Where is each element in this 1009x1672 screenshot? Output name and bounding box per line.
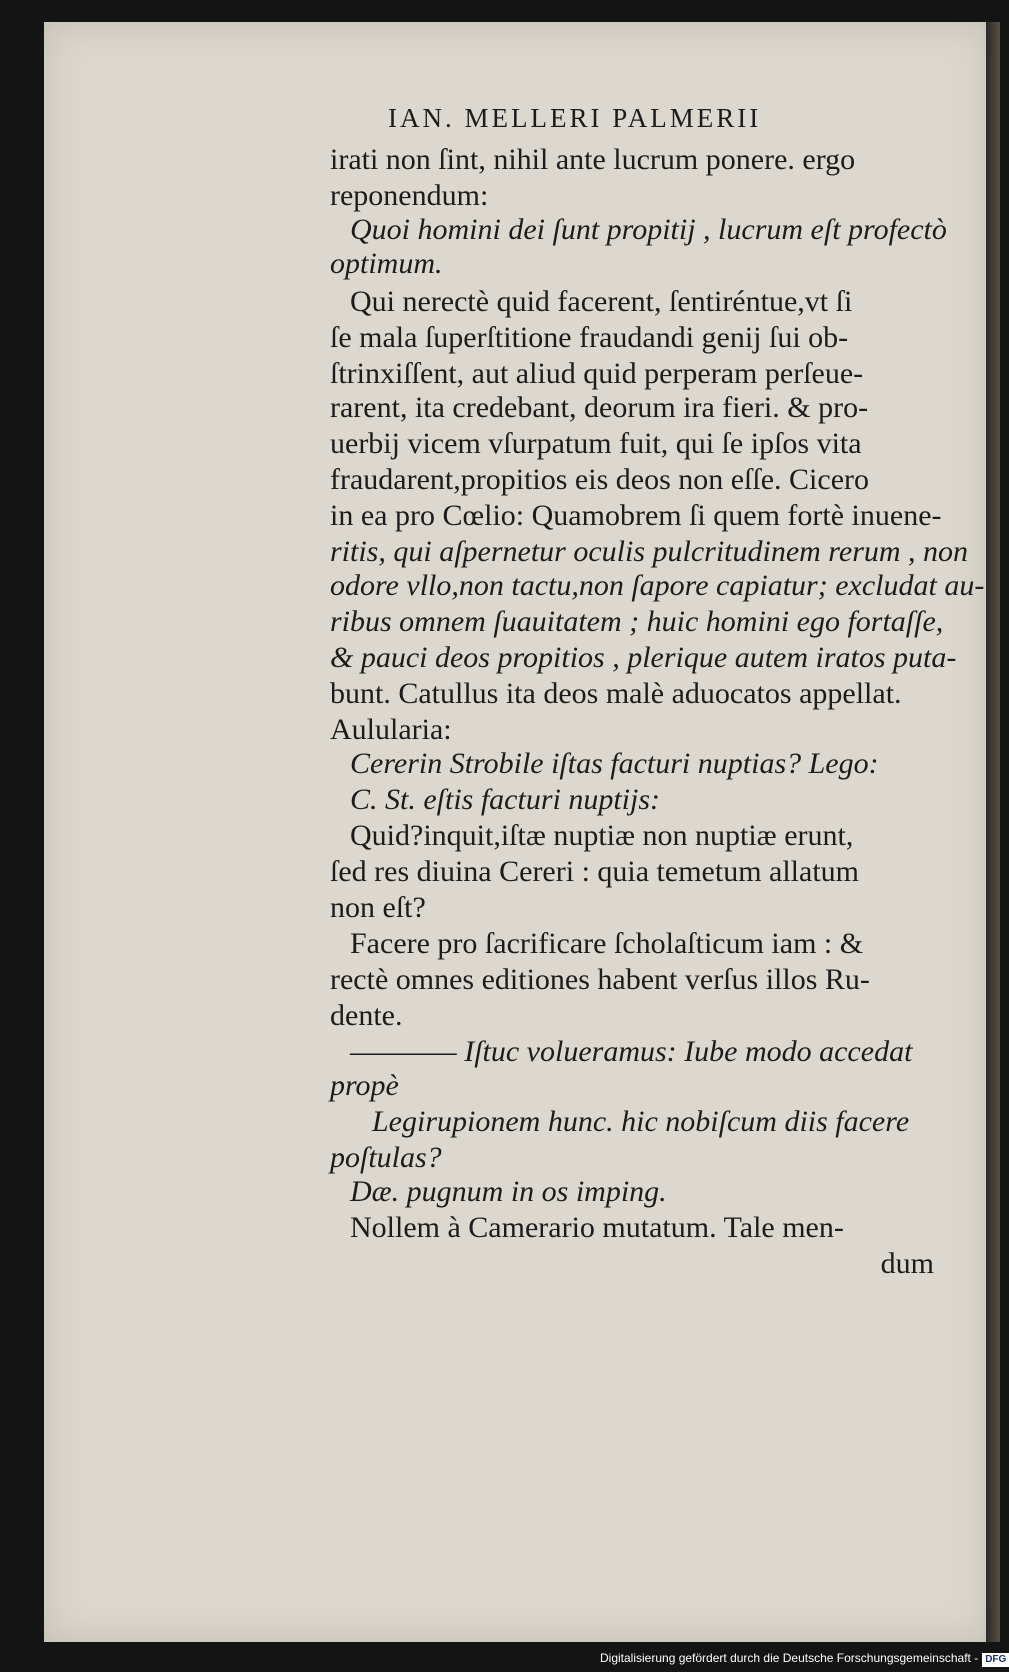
funding-text: Digitalisierung gefördert durch die Deutsche Forschungsgemeinschaft - — [600, 1651, 979, 1665]
text-line: irati non ſint, nihil ante lucrum ponere. ergo — [330, 143, 856, 176]
text-line: rectè omnes editiones habent verſus illos Ru- — [330, 963, 870, 996]
quote-line: ribus omnem ſuauitatem ; huic homini ego fortaſſe, — [330, 605, 944, 638]
text-line: dente. — [330, 999, 403, 1032]
quote-line: poſtulas? — [330, 1141, 442, 1174]
text-line: Qui nerectè quid facerent, ſentiréntue,vt ſi — [350, 285, 853, 318]
text-line: uerbij vicem vſurpatum fuit, qui ſe ipſos vita — [330, 427, 862, 460]
quote-line: propè — [330, 1069, 399, 1102]
funding-notice — [600, 1648, 1007, 1668]
quote-line: ritis, qui aſpernetur oculis pulcritudinem rerum , non — [330, 535, 969, 568]
text-line: Quid?inquit,iſtæ nuptiæ non nuptiæ erunt, — [350, 819, 854, 852]
text-line: reponendum: — [330, 179, 489, 212]
quote-line: C. St. eſtis facturi nuptijs: — [350, 783, 661, 816]
quote-line: Legirupionem hunc. hic nobiſcum diis facere — [372, 1105, 910, 1138]
page-edge — [986, 22, 1000, 1642]
quote-line: optimum. — [330, 247, 443, 280]
dfg-logo: DFG — [982, 1653, 1009, 1667]
quote-line: & pauci deos propitios , plerique autem iratos puta- — [330, 641, 957, 674]
text-line: Nollem à Camerario mutatum. Tale men- — [350, 1211, 844, 1244]
text-line: bunt. Catullus ita deos malè aduocatos appellat. — [330, 677, 902, 710]
text-line: ſtrinxiſſent, aut aliud quid perperam perſeue- — [330, 357, 864, 390]
quote-line: ———— Iſtuc volueramus: Iube modo accedat — [350, 1035, 913, 1068]
text-line: Aulularia: — [330, 713, 452, 746]
quote-line: Dæ. pugnum in os imping. — [350, 1175, 667, 1208]
text-line: ſe mala ſuperſtitione fraudandi genij ſui ob- — [330, 321, 849, 354]
text-line: ſed res diuina Cereri : quia temetum allatum — [330, 855, 859, 888]
catchword: dum — [880, 1247, 934, 1280]
text-line: fraudarent,propitios eis deos non eſſe. Cicero — [330, 463, 870, 496]
quote-line: Cererin Strobile iſtas facturi nuptias? Lego: — [350, 747, 879, 780]
text-line: non eſt? — [330, 891, 426, 924]
quote-line: odore vllo,non tactu,non ſapore capiatur; excludat au- — [330, 569, 985, 602]
text-line: in ea pro Cœlio: Quamobrem ſi quem fortè inuene- — [330, 499, 942, 532]
text-line: rarent, ita credebant, deorum ira fieri. & pro- — [330, 391, 869, 424]
quote-line: Quoi homini dei ſunt propitij , lucrum eſt profectò — [350, 213, 947, 246]
text-line: Facere pro ſacrificare ſcholaſticum iam : & — [350, 927, 864, 960]
running-header: IAN. MELLERI PALMERII — [388, 103, 762, 133]
